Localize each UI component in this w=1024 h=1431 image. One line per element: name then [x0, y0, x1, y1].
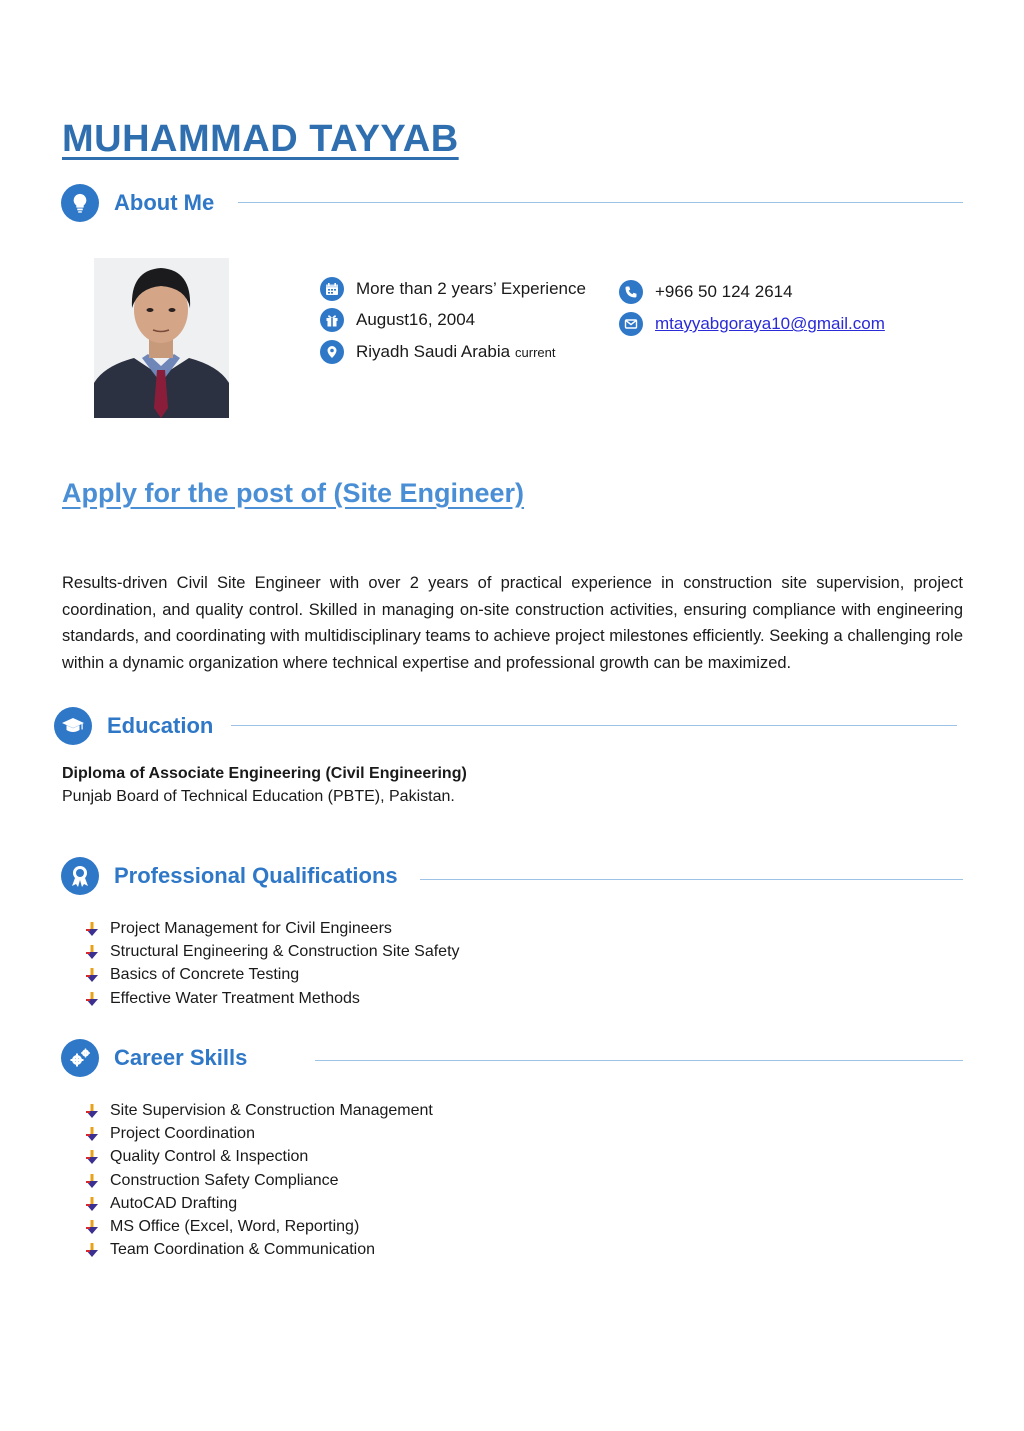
apply-heading: Apply for the post of (Site Engineer) [62, 478, 525, 508]
about-title: About Me [114, 190, 215, 215]
arrow-bullet-icon [84, 1242, 100, 1258]
skill-text: Team Coordination & Communication [110, 1241, 376, 1259]
about-section-header [61, 184, 214, 222]
skills-section-header [61, 1039, 247, 1077]
skills-divider [315, 1060, 963, 1061]
arrow-bullet-icon [84, 1219, 100, 1235]
about-divider [238, 202, 963, 203]
arrow-bullet-icon [84, 921, 100, 937]
profile-photo [94, 258, 229, 418]
list-item [62, 1099, 433, 1122]
experience-line [320, 277, 586, 301]
education-divider [231, 725, 957, 726]
qualification-text: Project Management for Civil Engineers [110, 919, 392, 937]
list-item [62, 917, 460, 940]
skills-title: Career Skills [114, 1045, 248, 1070]
gift-icon [320, 308, 344, 332]
graduation-cap-icon [54, 707, 92, 745]
gears-icon [61, 1039, 99, 1077]
phone-icon [619, 280, 643, 304]
experience-text: More than 2 years’ Experience [356, 279, 586, 298]
birthdate-line [320, 308, 475, 332]
arrow-bullet-icon [84, 1103, 100, 1119]
arrow-bullet-icon [84, 1149, 100, 1165]
envelope-icon [619, 312, 643, 336]
arrow-bullet-icon [84, 1173, 100, 1189]
location-text: Riyadh Saudi Arabia [356, 342, 511, 361]
education-degree: Diploma of Associate Engineering (Civil Engineering) [62, 765, 467, 782]
list-item [62, 1122, 433, 1145]
skill-text: Quality Control & Inspection [110, 1148, 309, 1166]
arrow-bullet-icon [84, 944, 100, 960]
list-item [62, 1215, 433, 1238]
qualification-text: Structural Engineering & Construction Site Safety [110, 942, 460, 960]
list-item [62, 964, 460, 987]
list-item [62, 1239, 433, 1262]
email-link[interactable]: mtayyabgoraya10@gmail.com [655, 314, 885, 333]
education-title: Education [107, 713, 214, 738]
arrow-bullet-icon [84, 1126, 100, 1142]
skills-list [62, 1099, 433, 1262]
phone-line [619, 280, 793, 304]
skill-text: Site Supervision & Construction Management [110, 1101, 433, 1119]
arrow-bullet-icon [84, 991, 100, 1007]
summary-paragraph: Results-driven Civil Site Engineer with over 2 years of practical experience in construction site supervision, project coordination, and quality control. Skilled in managing on-site construction activities, ensuring compliance with engineering standards, and coordinating with multidisciplinary teams to achieve project milestones efficiently. Seeking a challenging role within a dynamic organization where technical expertise and professional growth can be maximized. [62, 574, 963, 672]
arrow-bullet-icon [84, 967, 100, 983]
candidate-name: MUHAMMAD TAYYAB [62, 118, 459, 160]
skill-text: Project Coordination [110, 1124, 255, 1142]
qualifications-divider [420, 879, 963, 880]
education-institution: Punjab Board of Technical Education (PBTE), Pakistan. [62, 788, 455, 805]
list-item [62, 987, 460, 1010]
list-item [62, 940, 460, 963]
email-line [619, 312, 885, 336]
skill-text: AutoCAD Drafting [110, 1194, 238, 1212]
qualifications-title: Professional Qualifications [114, 863, 398, 888]
birthdate-text: August16, 2004 [356, 310, 476, 329]
qualification-text: Basics of Concrete Testing [110, 966, 300, 984]
skill-text: Construction Safety Compliance [110, 1171, 339, 1189]
list-item [62, 1146, 433, 1169]
location-note: current [515, 344, 556, 360]
location-line [320, 340, 556, 364]
lightbulb-icon [61, 184, 99, 222]
qualifications-section-header [61, 857, 398, 895]
arrow-bullet-icon [84, 1196, 100, 1212]
qualifications-list [62, 917, 460, 1010]
list-item [62, 1169, 433, 1192]
phone-text: +966 50 124 2614 [655, 282, 793, 301]
list-item [62, 1192, 433, 1215]
qualification-text: Effective Water Treatment Methods [110, 989, 360, 1007]
award-badge-icon [61, 857, 99, 895]
location-pin-icon [320, 340, 344, 364]
education-section-header [54, 707, 213, 745]
calendar-icon [320, 277, 344, 301]
skill-text: MS Office (Excel, Word, Reporting) [110, 1218, 360, 1236]
